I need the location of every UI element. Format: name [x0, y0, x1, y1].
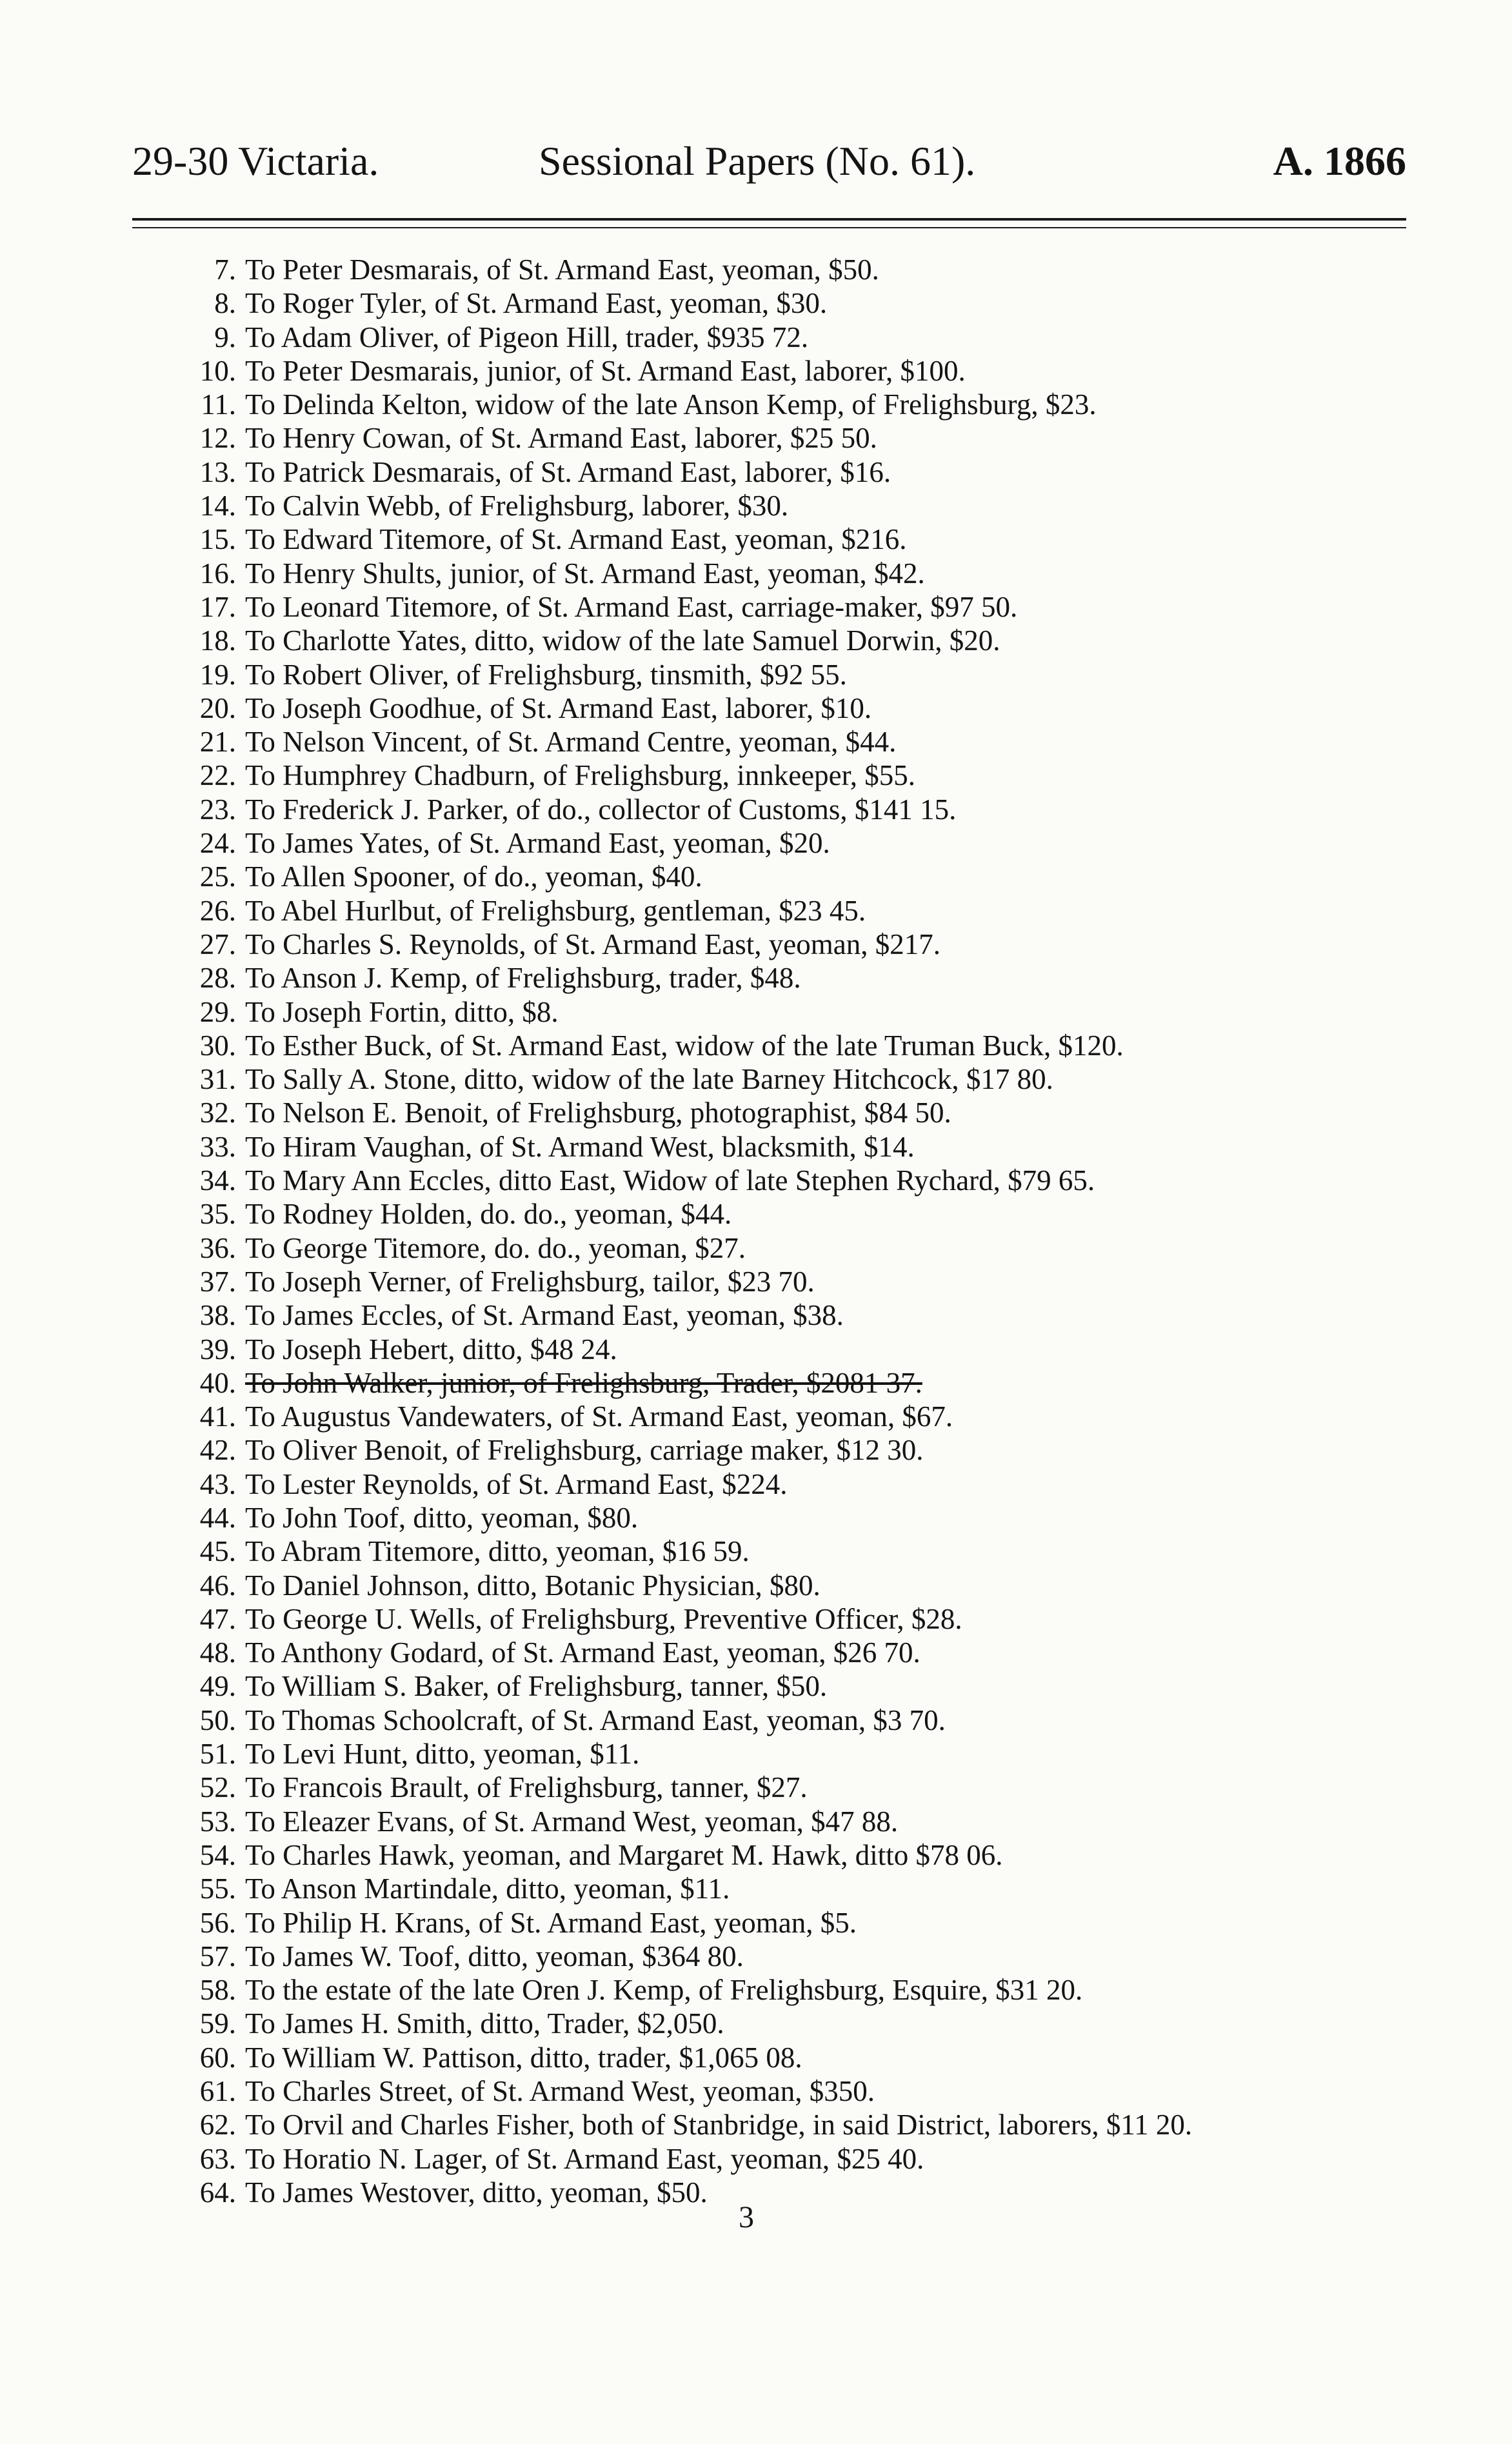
list-item: [174, 1231, 1400, 1265]
entry-number: 27.: [199, 928, 236, 960]
entry-number: 33.: [199, 1130, 236, 1163]
entry-number: 13.: [199, 455, 236, 488]
entry-number: 40.: [199, 1366, 236, 1399]
entry-text: To Frederick J. Parker, of do., collector of Customs, $141 15.: [245, 793, 957, 826]
entry-text: To Levi Hunt, ditto, yeoman, $11.: [245, 1738, 640, 1771]
entry-number: 45.: [199, 1535, 236, 1568]
list-item: [174, 2108, 1400, 2141]
entry-number: 31.: [199, 1063, 236, 1096]
entry-number: 8.: [214, 287, 236, 320]
entry-number: 43.: [199, 1467, 236, 1500]
entry-text: To Anthony Godard, of St. Armand East, yeoman, $26 70.: [245, 1636, 920, 1669]
entry-number: 58.: [199, 1974, 236, 2007]
entry-text: To Lester Reynolds, of St. Armand East, $224.: [245, 1467, 788, 1500]
list-item: [174, 590, 1400, 624]
entry-text: To Delinda Kelton, widow of the late Anson Kemp, of Frelighsburg, $23.: [245, 388, 1097, 421]
list-item: [174, 860, 1400, 893]
list-item: [174, 1535, 1400, 1568]
list-item: [174, 2007, 1400, 2040]
entry-number: 62.: [199, 2109, 236, 2141]
list-item: [174, 1366, 1400, 1400]
entry-number: 59.: [199, 2007, 236, 2040]
entry-number: 32.: [199, 1097, 236, 1129]
list-item: [174, 658, 1400, 691]
entry-number: 48.: [199, 1636, 236, 1669]
header-rule-thick: [132, 218, 1406, 221]
entry-text: To Peter Desmarais, junior, of St. Armand East, laborer, $100.: [245, 354, 966, 387]
entry-text: To Allen Spooner, of do., yeoman, $40.: [245, 860, 702, 893]
header-year: A. 1866: [1273, 138, 1406, 184]
entry-text: To Oliver Benoit, of Frelighsburg, carriage maker, $12 30.: [245, 1434, 924, 1467]
entry-text: To John Walker, junior, of Frelighsburg, Trader, $2081 37.: [245, 1366, 922, 1399]
entry-number: 49.: [199, 1670, 236, 1703]
entry-text: To Charlotte Yates, ditto, widow of the late Samuel Dorwin, $20.: [245, 624, 1000, 657]
entry-number: 41.: [199, 1400, 236, 1433]
entry-number: 56.: [199, 1906, 236, 1939]
list-item: [174, 1197, 1400, 1231]
list-item: [174, 1704, 1400, 1737]
list-item: [174, 388, 1400, 421]
entry-number: 14.: [199, 490, 236, 522]
list-item: [174, 995, 1400, 1029]
entry-number: 38.: [199, 1299, 236, 1332]
list-item: [174, 1771, 1400, 1804]
list-item: [174, 1433, 1400, 1467]
entry-text: To Charles Hawk, yeoman, and Margaret M. Hawk, ditto $78 06.: [245, 1838, 1003, 1871]
entry-number: 42.: [199, 1434, 236, 1467]
entry-number: 52.: [199, 1771, 236, 1804]
list-item: [174, 1501, 1400, 1535]
entry-number: 47.: [199, 1602, 236, 1635]
entry-text: To Joseph Hebert, ditto, $48 24.: [245, 1333, 617, 1366]
entry-text: To James W. Toof, ditto, yeoman, $364 80.: [245, 1940, 744, 1972]
list-item: [174, 826, 1400, 860]
list-item: [174, 1872, 1400, 1905]
header-rule-thin: [132, 227, 1406, 228]
entry-text: To Anson J. Kemp, of Frelighsburg, trader, $48.: [245, 962, 801, 995]
entry-text: To George Titemore, do. do., yeoman, $27.: [245, 1231, 746, 1264]
list-item: [174, 1973, 1400, 2007]
list-item: [174, 1096, 1400, 1129]
list-item: [174, 961, 1400, 995]
entry-text: To Francois Brault, of Frelighsburg, tanner, $27.: [245, 1771, 808, 1804]
header-title: Sessional Papers (No. 61).: [539, 138, 976, 184]
entry-number: 54.: [199, 1838, 236, 1871]
entry-text: To Abel Hurlbut, of Frelighsburg, gentleman, $23 45.: [245, 894, 866, 927]
entry-text: To William S. Baker, of Frelighsburg, tanner, $50.: [245, 1670, 828, 1703]
entry-text: To James Eccles, of St. Armand East, yeoman, $38.: [245, 1299, 844, 1332]
entry-text: To Joseph Fortin, ditto, $8.: [245, 995, 559, 1028]
entry-text: To Mary Ann Eccles, ditto East, Widow of late Stephen Rychard, $79 65.: [245, 1164, 1095, 1197]
list-item: [174, 286, 1400, 320]
entry-text: To Esther Buck, of St. Armand East, widow of the late Truman Buck, $120.: [245, 1029, 1124, 1062]
entry-text: To John Toof, ditto, yeoman, $80.: [245, 1501, 639, 1534]
entry-text: To Nelson E. Benoit, of Frelighsburg, photographist, $84 50.: [245, 1097, 951, 1129]
entry-text: To James Yates, of St. Armand East, yeoman, $20.: [245, 827, 830, 860]
entry-number: 7.: [214, 253, 236, 286]
entry-number: 64.: [199, 2176, 236, 2209]
entry-number: 26.: [199, 894, 236, 927]
list-item: [174, 1265, 1400, 1298]
entry-text: To George U. Wells, of Frelighsburg, Preventive Officer, $28.: [245, 1602, 962, 1635]
entry-number: 30.: [199, 1029, 236, 1062]
header-session: 29-30 Victaria.: [132, 138, 379, 184]
entry-number: 18.: [199, 624, 236, 657]
entry-text: To Joseph Verner, of Frelighsburg, tailor, $23 70.: [245, 1265, 815, 1298]
list-item: [174, 793, 1400, 826]
entry-number: 51.: [199, 1738, 236, 1771]
list-item: [174, 557, 1400, 590]
entry-text: To Horatio N. Lager, of St. Armand East, yeoman, $25 40.: [245, 2142, 924, 2175]
entry-number: 37.: [199, 1265, 236, 1298]
entry-number: 9.: [214, 321, 236, 353]
entry-number: 15.: [199, 523, 236, 556]
entry-text: To Patrick Desmarais, of St. Armand East, laborer, $16.: [245, 455, 891, 488]
list-item: [174, 2176, 1400, 2209]
entry-text: To Henry Shults, junior, of St. Armand East, yeoman, $42.: [245, 557, 925, 590]
entry-list: [174, 253, 1400, 2209]
list-item: [174, 489, 1400, 522]
list-item: [174, 1467, 1400, 1501]
entry-text: To Peter Desmarais, of St. Armand East, yeoman, $50.: [245, 253, 879, 286]
entry-text: To Calvin Webb, of Frelighsburg, laborer, $30.: [245, 490, 789, 522]
list-item: [174, 1130, 1400, 1164]
entry-number: 60.: [199, 2041, 236, 2074]
entry-text: To Sally A. Stone, ditto, widow of the late Barney Hitchcock, $17 80.: [245, 1063, 1053, 1096]
list-item: [174, 253, 1400, 286]
page-header: [132, 132, 1406, 190]
entry-text: To Humphrey Chadburn, of Frelighsburg, innkeeper, $55.: [245, 759, 916, 792]
entry-number: 57.: [199, 1940, 236, 1972]
entry-number: 29.: [199, 995, 236, 1028]
entry-text: To Augustus Vandewaters, of St. Armand East, yeoman, $67.: [245, 1400, 953, 1433]
list-item: [174, 725, 1400, 759]
entry-number: 63.: [199, 2142, 236, 2175]
entry-number: 36.: [199, 1231, 236, 1264]
list-item: [174, 1062, 1400, 1096]
entry-text: To Daniel Johnson, ditto, Botanic Physician, $80.: [245, 1569, 821, 1602]
list-item: [174, 1029, 1400, 1062]
entry-number: 55.: [199, 1873, 236, 1905]
entry-number: 19.: [199, 658, 236, 691]
list-item: [174, 455, 1400, 489]
entry-text: To Nelson Vincent, of St. Armand Centre, yeoman, $44.: [245, 726, 897, 759]
entry-number: 46.: [199, 1569, 236, 1602]
page-number: 3: [739, 2200, 754, 2234]
entry-text: To Charles Street, of St. Armand West, yeoman, $350.: [245, 2075, 875, 2108]
list-item: [174, 321, 1400, 354]
entry-number: 53.: [199, 1805, 236, 1838]
entry-text: To James Westover, ditto, yeoman, $50.: [245, 2176, 708, 2209]
entry-text: To Edward Titemore, of St. Armand East, yeoman, $216.: [245, 523, 907, 556]
list-item: [174, 421, 1400, 455]
list-item: [174, 928, 1400, 961]
list-item: [174, 2041, 1400, 2074]
list-item: [174, 1838, 1400, 1872]
list-item: [174, 691, 1400, 725]
list-item: [174, 1602, 1400, 1636]
entry-text: To the estate of the late Oren J. Kemp, of Frelighsburg, Esquire, $31 20.: [245, 1974, 1083, 2007]
list-item: [174, 894, 1400, 928]
list-item: [174, 1906, 1400, 1940]
list-item: [174, 1164, 1400, 1197]
entry-text: To Hiram Vaughan, of St. Armand West, blacksmith, $14.: [245, 1130, 915, 1163]
list-item: [174, 1400, 1400, 1433]
list-item: [174, 2074, 1400, 2108]
entry-text: To William W. Pattison, ditto, trader, $1,065 08.: [245, 2041, 802, 2074]
list-item: [174, 1940, 1400, 1973]
entry-text: To Anson Martindale, ditto, yeoman, $11.: [245, 1873, 730, 1905]
entry-text: To Philip H. Krans, of St. Armand East, yeoman, $5.: [245, 1906, 857, 1939]
entry-number: 20.: [199, 691, 236, 724]
entry-number: 17.: [199, 590, 236, 623]
entry-text: To Thomas Schoolcraft, of St. Armand East, yeoman, $3 70.: [245, 1704, 946, 1736]
list-item: [174, 1333, 1400, 1366]
list-item: [174, 1669, 1400, 1703]
entry-number: 22.: [199, 759, 236, 792]
entry-text: To Leonard Titemore, of St. Armand East, carriage-maker, $97 50.: [245, 590, 1018, 623]
entry-number: 44.: [199, 1501, 236, 1534]
entry-text: To Orvil and Charles Fisher, both of Stanbridge, in said District, laborers, $11 20.: [245, 2109, 1193, 2141]
list-item: [174, 759, 1400, 792]
entry-text: To James H. Smith, ditto, Trader, $2,050.: [245, 2007, 724, 2040]
entry-text: To Joseph Goodhue, of St. Armand East, laborer, $10.: [245, 691, 872, 724]
entry-text: To Rodney Holden, do. do., yeoman, $44.: [245, 1198, 732, 1231]
entry-number: 16.: [199, 557, 236, 590]
entry-text: To Abram Titemore, ditto, yeoman, $16 59.: [245, 1535, 750, 1568]
entry-number: 12.: [199, 422, 236, 455]
entry-text: To Charles S. Reynolds, of St. Armand East, yeoman, $217.: [245, 928, 941, 960]
entry-text: To Roger Tyler, of St. Armand East, yeoman, $30.: [245, 287, 828, 320]
entry-number: 10.: [199, 354, 236, 387]
entry-text: To Adam Oliver, of Pigeon Hill, trader, $935 72.: [245, 321, 809, 353]
entry-number: 25.: [199, 860, 236, 893]
entry-number: 11.: [201, 388, 236, 421]
entry-number: 61.: [199, 2075, 236, 2108]
list-item: [174, 1636, 1400, 1669]
entry-number: 34.: [199, 1164, 236, 1197]
entry-number: 24.: [199, 827, 236, 860]
entry-number: 23.: [199, 793, 236, 826]
entry-number: 50.: [199, 1704, 236, 1736]
list-item: [174, 1298, 1400, 1332]
entry-number: 35.: [199, 1198, 236, 1231]
list-item: [174, 1737, 1400, 1771]
entry-number: 28.: [199, 962, 236, 995]
entry-number: 39.: [199, 1333, 236, 1366]
list-item: [174, 624, 1400, 657]
list-item: [174, 1805, 1400, 1838]
entry-text: To Henry Cowan, of St. Armand East, laborer, $25 50.: [245, 422, 877, 455]
list-item: [174, 522, 1400, 556]
list-item: [174, 2142, 1400, 2176]
entry-text: To Eleazer Evans, of St. Armand West, yeoman, $47 88.: [245, 1805, 899, 1838]
list-item: [174, 354, 1400, 388]
entry-text: To Robert Oliver, of Frelighsburg, tinsmith, $92 55.: [245, 658, 847, 691]
list-item: [174, 1569, 1400, 1602]
entry-number: 21.: [199, 726, 236, 759]
